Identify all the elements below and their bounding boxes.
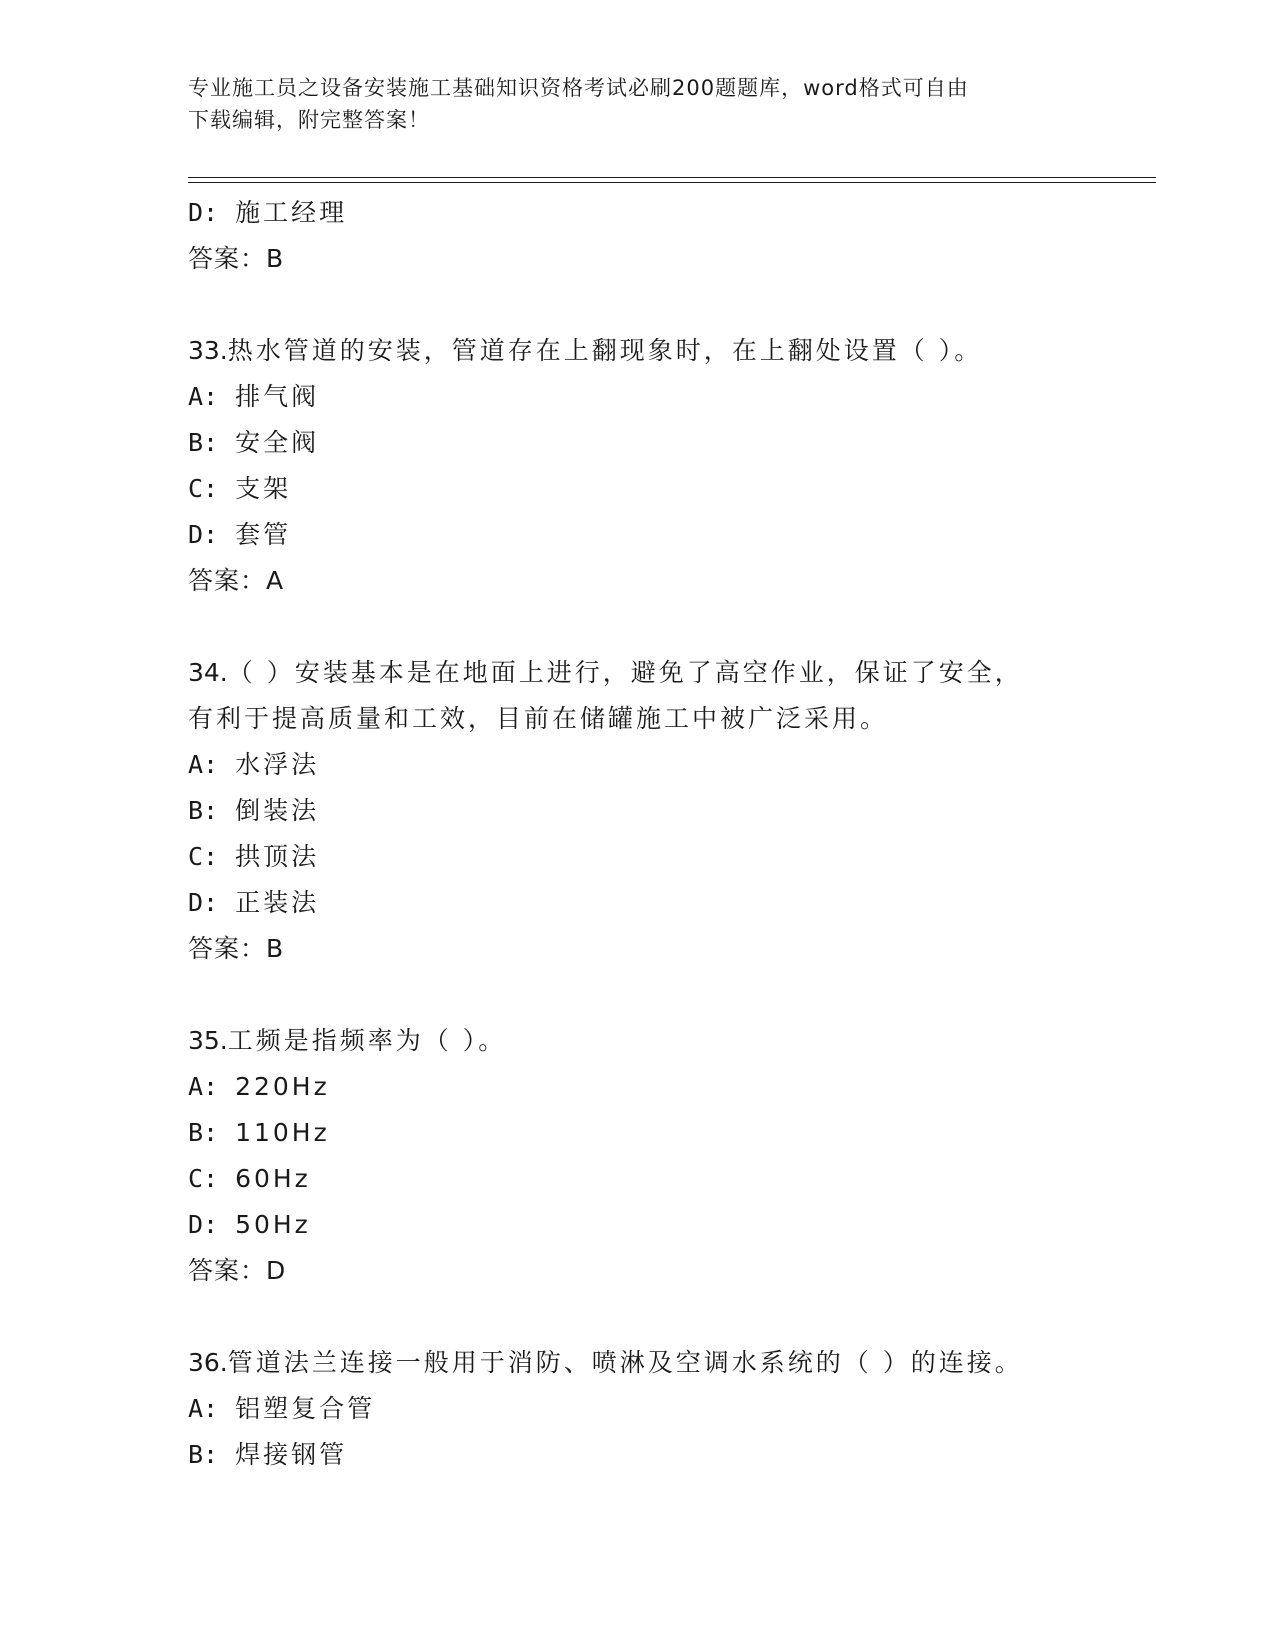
option-a [188,1386,1088,1432]
option-text: 正装法 [235,888,320,917]
option-label: D: [188,888,219,917]
answer-line: 答案：A [188,566,285,595]
question-34 [188,650,1088,972]
question-text: 热水管道的安装，管道存在上翻现象时，在上翻处设置（ ）。 [227,336,983,365]
question-text: 工频是指频率为（ ）。 [227,1026,507,1055]
header-divider-top [188,177,1156,178]
page-header [188,72,1068,136]
question-number: 34. [188,658,228,687]
option-d [188,1202,1088,1248]
option-label: C: [188,842,219,871]
option-d [188,190,1088,236]
question-stem [188,650,1088,696]
option-a [188,742,1088,788]
answer-line: 答案：B [188,244,285,273]
option-b [188,788,1088,834]
option-label: A: [188,1072,219,1101]
option-text: 焊接钢管 [235,1440,348,1469]
question-number: 33. [188,336,228,365]
option-label: D: [188,520,219,549]
question-36 [188,1340,1088,1478]
option-label: A: [188,1394,219,1423]
option-d [188,512,1088,558]
question-stem-continued: 有利于提高质量和工效，目前在储罐施工中被广泛采用。 [188,704,889,733]
question-stem [188,1340,1088,1386]
option-text: 110Hz [235,1118,330,1147]
option-c [188,834,1088,880]
option-label: C: [188,1164,219,1193]
option-label: B: [188,428,219,457]
option-b [188,420,1088,466]
option-c [188,1156,1088,1202]
header-line-1: 专业施工员之设备安装施工基础知识资格考试必刷200题题库，word格式可自由 [188,76,969,100]
answer-line: 答案：B [188,934,285,963]
option-text: 排气阀 [235,382,320,411]
option-label: D: [188,198,219,227]
question-number: 36. [188,1348,228,1377]
option-label: B: [188,1440,219,1469]
option-text: 铝塑复合管 [235,1394,376,1423]
question-content [188,190,1088,1478]
question-number: 35. [188,1026,228,1055]
option-a [188,1064,1088,1110]
option-text: 施工经理 [235,198,348,227]
option-text: 水浮法 [235,750,320,779]
option-text: 支架 [235,474,292,503]
answer-line: 答案：D [188,1256,287,1285]
option-b [188,1110,1088,1156]
option-c [188,466,1088,512]
option-d [188,880,1088,926]
question-33 [188,328,1088,604]
option-text: 拱顶法 [235,842,320,871]
option-text: 220Hz [235,1072,330,1101]
option-text: 安全阀 [235,428,320,457]
option-label: A: [188,750,219,779]
option-text: 套管 [235,520,292,549]
option-label: C: [188,474,219,503]
option-a [188,374,1088,420]
option-label: B: [188,796,219,825]
option-label: D: [188,1210,219,1239]
question-stem [188,328,1088,374]
option-label: A: [188,382,219,411]
question-text: 管道法兰连接一般用于消防、喷淋及空调水系统的（ ）的连接。 [227,1348,1023,1377]
question-stem [188,1018,1088,1064]
option-text: 50Hz [235,1210,311,1239]
question-35 [188,1018,1088,1294]
option-text: 60Hz [235,1164,311,1193]
option-text: 倒装法 [235,796,320,825]
option-label: B: [188,1118,219,1147]
header-divider-bottom [188,182,1156,183]
header-line-2: 下载编辑，附完整答案！ [188,108,430,132]
option-b [188,1432,1088,1478]
question-text: （ ）安装基本是在地面上进行，避免了高空作业，保证了安全， [227,658,1023,687]
